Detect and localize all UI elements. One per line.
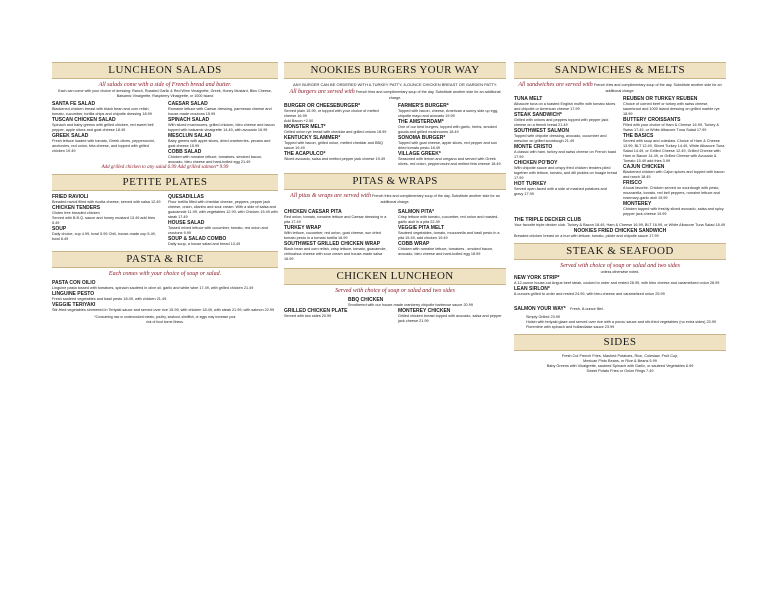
menu-item: SONOMA BURGER* Topped with goat cheese, apple slices, red pepper and sun dried tomato pesto 18.49 [398,135,497,150]
menu-item: SOUP Daily choice, cup 4.99, bowl 5.99 Chili, house-made cup 5.49, bowl 6.49 [52,226,156,241]
menu-item: CAESAR SALAD Romaine lettuce with Caesar dressing, parmesan cheese and house-made croutons 15.99 [168,101,272,116]
sides-line: Fresh Cut French Fries, Mashed Potatoes, Rice, Coleslaw, Fruit Cup, [561,354,679,358]
menu-item: MESCLUN SALAD Baby greens with apple slices, dried cranberries, pecans and goat cheese 15.99 [168,133,271,148]
fried-chicken-title: NOOKIES FRIED CHICKEN SANDWICH [573,228,667,234]
menu-item: SOUTHWEST SALMON Topped with chipotle dressing, avocado, cucumber and mesclun on grilled sourdough 21.49 [514,128,607,143]
menu-item: CHICKEN TENDERS Gluten free breaded chicken [52,205,101,215]
menu-item: THE BASICS Served with soup and coleslaw. Choice of Ham & Cheese 13.99, BLT 12.49, Sliced Turkey 14.49, White Albacore Tuna Salad 14.49, or Grilled Cheese 12.49, Grilled Cheese with Ham or Bacon 14.49, or Grilled Cheese with Avocado & Tomato 15.49 add fries 3.99 [623,133,725,163]
column-right [514,62,726,374]
menu-item: MONTE CRISTO A classic with ham, turkey and swiss cheese on French toast 17.99 [514,144,616,159]
column-left [52,62,278,324]
pitas-subtitle: All pitas & wraps are served with [290,193,371,199]
menu-item: BUTTERY CROISSANTS Filled with your choice of Ham & Cheese 16.99, Turkey & Swiss 17.49, or White Albacore Tuna Salad 17.99 [623,117,720,132]
sandwiches-subtitle: All sandwiches are served with [518,82,593,88]
menu-item: REUBEN OR TURKEY REUBEN Choice of corned beef or turkey with swiss cheese, sauerkraut and 1000 island dressing on grilled marble rye 18.99 [623,96,720,116]
sides-line: Mexican Pinto Beans, or Rice & Beans 5.99 [583,359,657,363]
menu-item: TUSCAN CHICKEN SALAD Spinach and baby greens with grilled chicken, red sweet bell pepper, apple slices and goat cheese 18.49 [52,117,154,132]
pasta-subtitle: Each comes with your choice of soup or salad. [108,271,222,277]
menu-item: STEAK SANDWICH* Grilled with onions and peppers topped with pepper jack cheese on a french bread 21.49 [514,112,609,127]
fried-chicken-desc: Breaded chicken breast on a bun with lettuce, tomato, pickle and chipotle sauce 17.99 [514,234,659,238]
menu-item: SOUP & SALAD COMBO Daily soup, a house salad and bread 13.49 [168,236,241,246]
menu-item: CHICKEN PO'BOY With chipotle sauce and crispy fried chicken tenders piled together with lettuce, tomato, and dill pickles on hoagie bread 17.99 [514,160,618,180]
sides-line: Baby Greens with Vinaigrette, sauteed Spinach with Garlic, or sauteed Vegetables 6.99 [546,364,694,368]
column-middle [284,62,506,324]
menu-item: FRIED RAVIOLI Breaded ravioli filled with ricotta cheese, served with salsa 12.49 [52,194,161,204]
menu-item: LINGUINE PESTO Fresh sauteed vegetables and basil pesto 18.49, with chicken 21.49. [52,291,168,301]
menu-item: PASTA CON OILIO Linguine pasta tossed with tomatoes, spinach sautéed in olive oil, garlic and white wine 17.49, with grilled chicken 21.49 [52,280,254,290]
menu-item: TUNA MELT Albacore tuna on a toasted English muffin with tomato slices and chipotle or American cheese 17.99 [514,96,616,111]
menu-item: SALMON YOUR WAY* Fresh, 8-ounce filet. [514,306,604,312]
section-title-pasta-rice: PASTA & RICE [52,251,278,268]
burgers-subtitle: All burgers are served with [289,89,355,95]
salmon-option: Hoisin with teriyaki glaze and served over rice with a ponzu sauce and stir-fried vegetables (no extra sides) 23.99 [526,320,716,324]
dressing-intro: Each can come with your choice of dressing: Ranch, Roasted Garlic & Red Wine Vinaigrette, Greek, Honey Mustard, Bleu Cheese, Balsamic Vinaigrette, Raspberry Vinaigrette, or 1000 Island [58,89,272,98]
menu-item: HOT TURKEY Served open-faced with a side of mashed potatoes and gravy 17.99 [514,181,607,196]
menu-item: VILLAGE GREEK* Seasoned with lemon and oregano and served with Greek olives, red onion, pepperoncini and melted feta cheese 18.49 [398,151,501,166]
burger-patty-note: ANY BURGER CAN BE ORDERED WITH A TURKEY PATTY, 8-OUNCE CHICKEN BREAST OR GARDEN PATTY. [293,82,497,87]
menu-item: SOUTHWEST GRILLED CHICKEN WRAP Black bean and corn relish, crisp lettuce, tomato, guacamole, chihuahua cheese with sour cream and house-made salsa 16.99 [284,241,387,261]
menu-item: THE TRIPLE DECKER CLUB Your favorite triple decker club. Turkey & Bacon 18.49, Ham & Cheese 16.99, BLT 16.99, or White Albacore Tuna Salad 18.49 [514,217,725,227]
menu-item: TURKEY WRAP With lettuce, cucumber, red onion, goat cheese, sun dried tomato pesto in a tomato tortilla 16.99 [284,225,381,240]
menu-item: VEGGIE TERIYAKI Stir-fried vegetables simmered in Teriyaki sauce and served over rice 15.99, with chicken 18.49, with steak 21.99, with salmon 22.99 [52,302,275,312]
menu-item: CAJUN CHICKEN Blackened chicken with Cajun spices and topped with bacon and ranch 18.49 [623,164,725,179]
menu-item: NEW YORK STRIP* A 12-ounce house-cut Angus beef steak, cooked to order and rested 28.99, with bleu cheese and caramelized onion 28.99 [514,275,720,285]
raw-food-disclaimer: *Consuming raw or undercooked meats, poultry, seafood, shellfish, or eggs may increase your risk of food borne illness. [94,315,236,324]
menu-item: Add Bacon +2.50 [284,119,314,123]
menu-item: KENTUCKY SLAMMER* Topped with bacon, grilled onion, melted cheddar and BBQ sauce 19.49 [284,135,383,150]
sides-line: Sweet Potato Fries or Onion Rings 7.49 [586,369,654,373]
menu-item: BBQ CHICKEN Smothered with our house-made cranberry chipotle barbecue sauce 20.99 [348,297,473,307]
menu-item: LEAN SIRLON* 8-ounces grilled to order and rested 24.99, with bleu cheese and caramelized onion 25.99 [514,286,665,296]
menu-item: THE ACAPULCO* Sliced avocado, salsa and melted pepper jack cheese 19.49 [284,151,386,161]
menu-item: MONSTER MELT* Grilled onion rye bread with cheddar and grilled onions 18.99 [284,124,387,134]
menu-item: VEGGIE PITA MELT Sauteed vegetables, tomato, mozzarella and basil pesto in a pita 15.49, add chicken 19.49 [398,225,500,240]
section-title-sides: SIDES [514,334,726,351]
section-title-petite-plates: PETITE PLATES [52,174,278,191]
menu-item: FARMER'S BURGER* Topped with bacon, cheese, American a sunny side up egg, chipotle mayo and avocado 19.99 [398,103,499,118]
menu-item: HOUSE SALAD Tossed mixed lettuce with cucumber, tomato, red onion and croutons 9.99 [168,220,268,235]
menu-item: GREEK SALAD Fresh lettuce loaded with tomato, Greek olives, pepperoncini, anchovies, red onion, feta cheese, and topped with grilled chicken 19.49 [52,133,155,153]
menu-item: SANTA FE SALAD Blackened chicken breast with black bean and corn relish, tomato, cucumber, tortilla chips and chipotle dressing 18.99 [52,101,152,116]
section-title-luncheon-salads: LUNCHEON SALADS [52,62,278,79]
section-title-sandwiches: SANDWICHES & MELTS [514,62,726,79]
menu-item: GRILLED CHICKEN PLATE Served with two sides 20.99 [284,308,348,318]
menu-item: CHICKEN CAESAR PITA Red onion, tomato, romaine lettuce and Caesar dressing in a pita 17.49 [284,209,387,224]
menu-item: COBB WRAP Chicken with romaine lettuce, tomatoes , smoked bacon, avocado, bleu cheese and hard-boiled egg 18.99 [398,241,494,256]
salad-addon-note: Add grilled chicken to any salad 6.99 Add grilled salmon* 9.99 [101,165,229,170]
pitas-subtitle-rest: French fries and complimentary soup of the day. Substitute another side for an additional charge. [371,194,500,204]
menu-item: BURGER OR CHEESEBURGER* Served plain 15.99, or topped with your choice of melted cheese 16.99 [284,103,379,118]
menu-item: Served with B.B.Q. sauce and honey mustard 13.49 add fries 5.49 [52,216,155,225]
section-title-burgers: NOOKIES BURGERS YOUR WAY [284,62,506,79]
section-title-pitas: PITAS & WRAPS [284,173,506,190]
sandwiches-subtitle-rest: French fries and complimentary soup of the day. Substitute another side for an additional charge. [593,83,722,93]
menu-item: FRISCO A local favorite. Chicken served on sourdough with pesto, mozzarella, tomato, red bell peppers, romaine lettuce and rosemary-garlic aioli 19.99 [623,180,720,200]
menu-item: QUESADILLAS Flour tortilla filled with cheddar cheese, peppers, pepper jack cheese, onion, cilantro and sour cream. With a side of salsa and guacamole 11.99, with vegetables 12.99, with Chicken 15.49 with steak 17.49 [168,194,278,219]
section-title-steak: STEAK & SEAFOOD [514,243,726,260]
menu-item: SPINACH SALAD With sliced mushrooms, grilled chicken, bleu cheese and bacon topped with balsamic vinaigrette 14.49, with avocado 16.99 [168,117,275,132]
salmon-option: Simply Grilled 23.99 [526,315,560,319]
steak-note: unless otherwise noted. [600,270,640,274]
luncheon-salads-subtitle: All salads come with a side of French bread and butter. [98,82,232,88]
section-title-chicken-luncheon: CHICKEN LUNCHEON [284,268,506,285]
menu-item: SALMON PITA* Crisp lettuce with tomato, cucumber, red onion and roasted-garlic aioli in a pita 22.49 [398,209,499,224]
salmon-option: Florentine with spinach and hollandaise sauce 23.99 [526,325,615,329]
menu-item: MONTEREY CHICKEN Grilled chicken breast topped with avocado, salsa and pepper jack cheese 21.99 [398,308,502,323]
menu-item: COBB SALAD Chicken with romaine lettuce, tomatoes, smoked bacon, avocado, bleu cheese and hard-boiled egg 21.49 [168,149,263,164]
menu-item: THE AMSTERDAM* One of our best burgers, topped with garlic, herbs, smoked gouda and grilled mushrooms 18.49 [398,119,497,134]
steak-subtitle: Served with choice of soup or salad and two sides [560,263,680,269]
chicken-luncheon-subtitle: Served with choice of soup or salad and two sides [335,288,455,294]
burgers-subtitle-rest: French fries and complimentary soup of the day. Substitute another side for an additional charge. [355,90,501,100]
menu-item: MONTEREY Chicken topped with freshly sliced avocado, salsa and spicy pepper jack cheese 19.99 [623,201,724,216]
